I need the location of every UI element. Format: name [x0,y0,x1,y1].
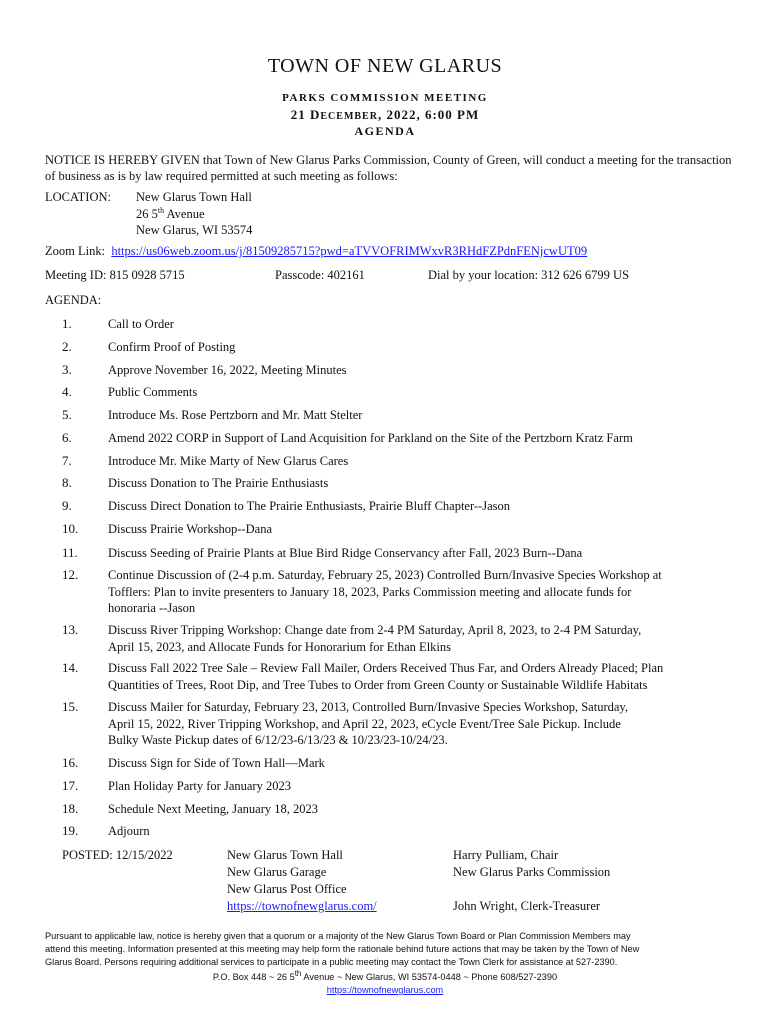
agenda-item-number: 1. [62,316,72,331]
agenda-item-number: 8. [62,475,72,490]
agenda-title: AGENDA [354,124,416,138]
agenda-item-line: Bulky Waste Pickup dates of 6/12/23-6/13/23 & 10/23/23-10/24/23. [108,733,448,747]
agenda-item-text: Public Comments [108,385,198,399]
location-street-name: Avenue [164,207,205,221]
agenda-item-number: 17. [62,778,79,793]
agenda-item-number: 19. [62,823,79,838]
agenda-item-text: Schedule Next Meeting, January 18, 2023 [108,802,319,816]
legal-notice-line: Pursuant to applicable law, notice is hereby given that a quorum or a majority of the New Glarus Town Board or Plan Commission Members may [45,931,631,941]
agenda-item-number: 6. [62,430,72,445]
address-ordinal: th [294,968,302,978]
location-label: LOCATION: [45,190,111,204]
address-end: Avenue ~ New Glarus, WI 53574-0448 ~ Phone 608/527-2390 [301,972,558,982]
agenda-item-number: 7. [62,453,72,468]
agenda-item-text: Plan Holiday Party for January 2023 [108,779,291,793]
location-line-2 [136,206,205,222]
legal-notice-line: attend this meeting. Information presented at this meeting may help form the rationale behind future actions that may be taken by the Town of New [45,944,640,954]
location-street-number: 26 5 [136,207,158,221]
agenda-item-number: 14. [62,660,79,675]
agenda-item-line: honoraria --Jason [108,601,196,615]
agenda-item-text [108,699,728,749]
agenda-item-number: 18. [62,801,79,816]
commission-name: New Glarus Parks Commission [453,865,611,879]
legal-notice-line: Glarus Board. Persons requiring additional services to participate in a public meeting may contact the Town Clerk for assistance at 527-2390. [45,957,618,967]
agenda-item-number: 11. [62,545,78,560]
agenda-item-text: Discuss Direct Donation to The Prairie Enthusiasts, Prairie Bluff Chapter--Jason [108,499,510,513]
agenda-item-text [108,622,728,655]
agenda-item-text: Discuss Prairie Workshop--Dana [108,522,273,536]
legal-notice [45,930,735,969]
town-address [0,968,770,982]
passcode: Passcode: 402161 [275,268,365,282]
footer-link-row [0,985,770,995]
agenda-item-number: 15. [62,699,79,714]
agenda-item-line: Quantities of Trees, Root Dip, and Tree Tubes to Order from Green County or Sustainable Wildlife Habitats [108,677,648,692]
posting-location: New Glarus Post Office [227,882,347,896]
agenda-item-number: 9. [62,498,72,513]
zoom-label: Zoom Link: [45,244,106,258]
notice-paragraph: NOTICE IS HEREBY GIVEN that Town of New Glarus Parks Commission, County of Green, will conduct a meeting for the transaction of business as is by law required permitted at such meeting as follows: [45,153,732,183]
agenda-item-text: Call to Order [108,317,174,331]
agenda-item-line: Continue Discussion of (2-4 p.m. Saturday, February 25, 2023) Controlled Burn/Invasive Species Workshop at [108,568,662,582]
agenda-item-number: 13. [62,622,79,637]
clerk-name: John Wright, Clerk-Treasurer [453,899,601,913]
meeting-date-day: 21 D [290,107,321,122]
posting-location: New Glarus Town Hall [227,848,343,862]
meeting-id: Meeting ID: 815 0928 5715 [45,268,185,282]
location-line-1: New Glarus Town Hall [136,190,252,204]
posting-location: New Glarus Garage [227,865,327,879]
zoom-line [45,243,587,259]
agenda-item-number: 5. [62,407,72,422]
agenda-item-line: April 15, 2022, River Tripping Workshop, and April 22, 2023, eCycle Event/Tree Sale Pickup. Include [108,716,621,731]
agenda-item-text: Introduce Ms. Rose Pertzborn and Mr. Matt Stelter [108,408,363,422]
agenda-heading: AGENDA: [45,293,102,307]
agenda-item-number: 2. [62,339,72,354]
town-website-link[interactable]: https://townofnewglarus.com/ [227,899,377,913]
meeting-name: PARKS COMMISSION MEETING [282,92,488,104]
agenda-item-text: Approve November 16, 2022, Meeting Minutes [108,363,347,377]
meeting-date-tail: , 2022, 6:00 PM [377,107,480,122]
agenda-item-text: Amend 2022 CORP in Support of Land Acquisition for Parkland on the Site of the Pertzborn Kratz Farm [108,431,633,445]
agenda-item-text: Adjourn [108,824,150,838]
zoom-link[interactable]: https://us06web.zoom.us/j/81509285715?pwd=aTVVOFRIMWxvR3RHdFZPdnFENjcwUT09 [111,244,588,258]
agenda-item-text: Introduce Mr. Mike Marty of New Glarus Cares [108,454,349,468]
dial-in: Dial by your location: 312 626 6799 US [428,268,630,282]
posting-locations [227,847,377,915]
agenda-item-line: Discuss Mailer for Saturday, February 23, 2013, Controlled Burn/Invasive Species Workshop, Saturday, [108,700,628,714]
location-ordinal: th [157,205,165,215]
agenda-item-text: Confirm Proof of Posting [108,340,236,354]
chair-name: Harry Pulliam, Chair [453,848,559,862]
agenda-item-number: 3. [62,362,72,377]
agenda-item-line: April 15, 2023, and Allocate Funds for Honorarium for Ethan Elkins [108,639,451,654]
posted-date: POSTED: 12/15/2022 [62,848,173,862]
location-line-3: New Glarus, WI 53574 [136,223,253,237]
agenda-item-text [108,567,728,617]
meeting-date-month: ECEMBER [320,111,378,122]
agenda-item-number: 12. [62,567,79,582]
document-title: TOWN OF NEW GLARUS [267,55,503,77]
meeting-date [0,107,770,123]
agenda-item-number: 16. [62,755,79,770]
agenda-item-number: 10. [62,521,79,536]
agenda-item-line: Tofflers: Plan to invite presenters to January 18, 2023, Parks Commission meeting and allocate funds for [108,584,632,599]
footer-website-link[interactable]: https://townofnewglarus.com [326,985,444,995]
agenda-item-text: Discuss Donation to The Prairie Enthusiasts [108,476,329,490]
agenda-item-text [108,660,728,693]
agenda-item-line: Discuss Fall 2022 Tree Sale – Review Fall Mailer, Orders Received Thus Far, and Orders Already Placed; Plan [108,661,664,675]
agenda-item-text: Discuss Sign for Side of Town Hall—Mark [108,756,325,770]
address-start: P.O. Box 448 ~ 26 5 [212,972,295,982]
agenda-item-text: Discuss Seeding of Prairie Plants at Blue Bird Ridge Conservancy after Fall, 2023 Burn--Dana [108,546,583,560]
agenda-item-number: 4. [62,384,72,399]
agenda-item-line: Discuss River Tripping Workshop: Change date from 2-4 PM Saturday, April 8, 2023, to 2-4 PM Saturday, [108,623,642,637]
